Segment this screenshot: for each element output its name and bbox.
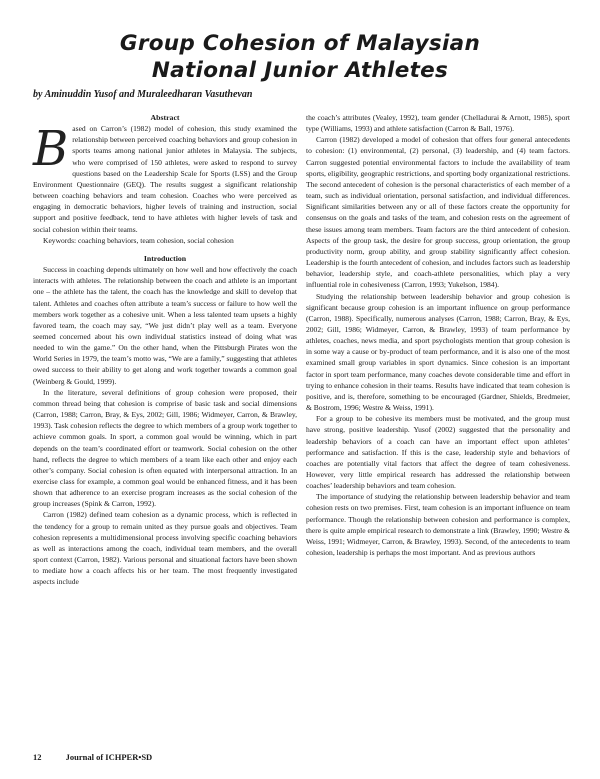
title-line-1: Group Cohesion of Malaysian [119, 31, 481, 56]
abstract-text: ased on Carron’s (1982) model of cohesion, this study examined the relationship between perceived coaching behaviors and group cohesion in sports teams among national junior athletes in Malaysia. The subjects, who were comprised of 150 athletes, were asked to respond to survey questions based on the Leadership Scale for Sports (LSS) and the Group Environment Questionnaire (GEQ). The results suggest a significant relationship between coaching behaviors and team cohesion. Coaches who were perceived as engaging in democratic behaviors, higher levels of training and instruction, social support and positive feedback, tend to have athletes with higher levels of task and social cohesion within their teams. [33, 124, 297, 234]
author-byline: by Aminuddin Yusof and Muraleedharan Vasuthevan [33, 89, 253, 100]
right-column [306, 112, 570, 558]
right-paragraph-2: Carron (1982) developed a model of cohesion that offers four general antecedents to cohesion: (1) environmental, (2) personal, (3) leadership, and (4) team factors. Carron suggested potential environmental factors to include the availability of team sports, eligibility, geographic restrictions, and sporting body organizational restrictions. The second antecedent of cohesion is the personal characteristics of each member of a team, such as individual orientation, personal satisfaction, and individual differences. Significant similarities between any or all of these factors create the opportunity for consensus on the goals and tasks of the team, and cohesion rests on the agreement of these issues among team members. Team factors are the third antecedent of cohesion. Aspects of the group task, the desire for group success, group orientation, the group productivity norm, group ability, and group stability significantly affect cohesion. Leadership is the fourth antecedent of cohesion, and includes factors such as leadership behavior, leadership style, and coach-athlete personalities, which play a very influential role in cohesiveness (Carron, 1993; Yukelson, 1984). [306, 135, 570, 290]
intro-paragraph-2: In the literature, several definitions of group cohesion were proposed, their common thread being that cohesion is comprise of basic task and social dimensions (Carron, 1988; Carron, Bray, & Eys, 2002; Gill, 1986; Widmeyer, Carron, & Brawley, 1993). Task cohesion reflects the degree to which members of a group work together to achieve common goals. In sport, a common goal would be winning, which in part depends on the team’s coordinated effort or teamwork. Social cohesion on the other hand, reflects the degree to which members of a team like each other and enjoy each other’s company. Social cohesion is often equated with interpersonal attraction. In an exercise class for example, a common goal would be enhanced fitness, and it has been shown that adherence to an exercise program increases as the social cohesion of the group increases (Spink & Carron, 1992). [33, 387, 297, 509]
abstract-block [33, 123, 297, 235]
journal-name: Journal of ICHPER•SD [65, 752, 153, 762]
left-column [33, 112, 297, 588]
right-paragraph-1: the coach’s attributes (Vealey, 1992), team gender (Chelladurai & Arnott, 1985), sport type (Williams, 1993) and athlete satisfaction (Carron & Ball, 1976). [306, 113, 570, 134]
page-footer [33, 752, 152, 762]
right-paragraph-3: Studying the relationship between leadership behavior and group cohesion is significant because group cohesion is an important influence on group performance (Carron, 1988). Specifically, numerous analyses (Carron, 1988; Carron, Bray, & Eys, 2002; Gill, 1986; Widmeyer, Carron, & Brawley, 1993) of team performance by athletes, coaches, news media, and sport psychologists mention that group cohesion is in some way a cause or by-product of team performance, and it is also one of the most examined small group variables in sport dynamics. Since cohesion is an important factor in sport team performance, many coaches devote considerable time and effort in trying to enhance cohesion in their teams. Results have indicated that team cohesion is positive, and is, therefore, something to be encouraged (Gardner, Shields, Bredmeier, & Bostrom, 1996; Westre & Weiss, 1991). [306, 291, 570, 413]
drop-cap: B [33, 121, 69, 178]
right-paragraph-4: For a group to be cohesive its members must be motivated, and the group must have strong, positive leadership. Yusof (2002) suggested that the personality and leadership behaviors of a coach can have an important effect upon athletes’ performance and satisfaction. If this is the case, leadership style and behaviors of coaches are potentially vital factors that affect the degree of team cohesiveness. However, very little empirical research has addressed the relationship between coaches’ leadership behaviors and team cohesion. [306, 414, 570, 491]
intro-paragraph-1: Success in coaching depends ultimately on how well and how effectively the coach interacts with athletes. The relationship between the coach and athlete is an important one – the athlete has the talent, the coach has the knowledge and skill to develop that talent. Athletes and coaches often attribute a team’s success or failure to how well the members work together as a cohesive unit. When a less talented team upsets a highly favored team, the coach may say, “We just didn’t play well as a team. Everyone seemed concerned about his own individual statistics instead of doing what was needed to win the game.” On the other hand, when the Pittsburgh Pirates won the World Series in 1979, the team’s motto was, “We are a family,” suggesting that athletes owed success to their ability to get along and work together towards a common goal (Weinberg & Gould, 1999). [33, 265, 297, 386]
title-line-2: National Junior Athletes [151, 58, 449, 83]
page-number: 12 [33, 752, 42, 762]
right-paragraph-5: The importance of studying the relationship between leadership behavior and team cohesion rests on two premises. First, team cohesion is an important influence on team performance. Though the relationship between cohesion and performance is complex, there is quite ample empirical research to demonstrate a link (Brawley, 1990; Westre & Weiss, 1991; Widmeyer, Carron, & Brawley, 1993). Second, of the antecedents to team cohesion, leadership is perhaps the most important. And as previous authors [306, 492, 570, 558]
article-title [0, 30, 600, 84]
keywords: Keywords: coaching behaviors, team cohesion, social cohesion [43, 235, 234, 245]
intro-paragraph-3: Carron (1982) defined team cohesion as a dynamic process, which is reflected in the tendency for a group to remain united as they pursue goals and objectives. Team cohesion represents a multidimensional process involving specific coaching behaviors as well as interactions among the coach, individual team members, and the overall sport context (Carron, 1982). Various personal and situational factors have been shown to mediate how a coach affects his or her team. The most frequently investigated aspects include [33, 510, 297, 587]
abstract-heading: Abstract [150, 113, 180, 122]
introduction-heading: Introduction [143, 253, 187, 263]
